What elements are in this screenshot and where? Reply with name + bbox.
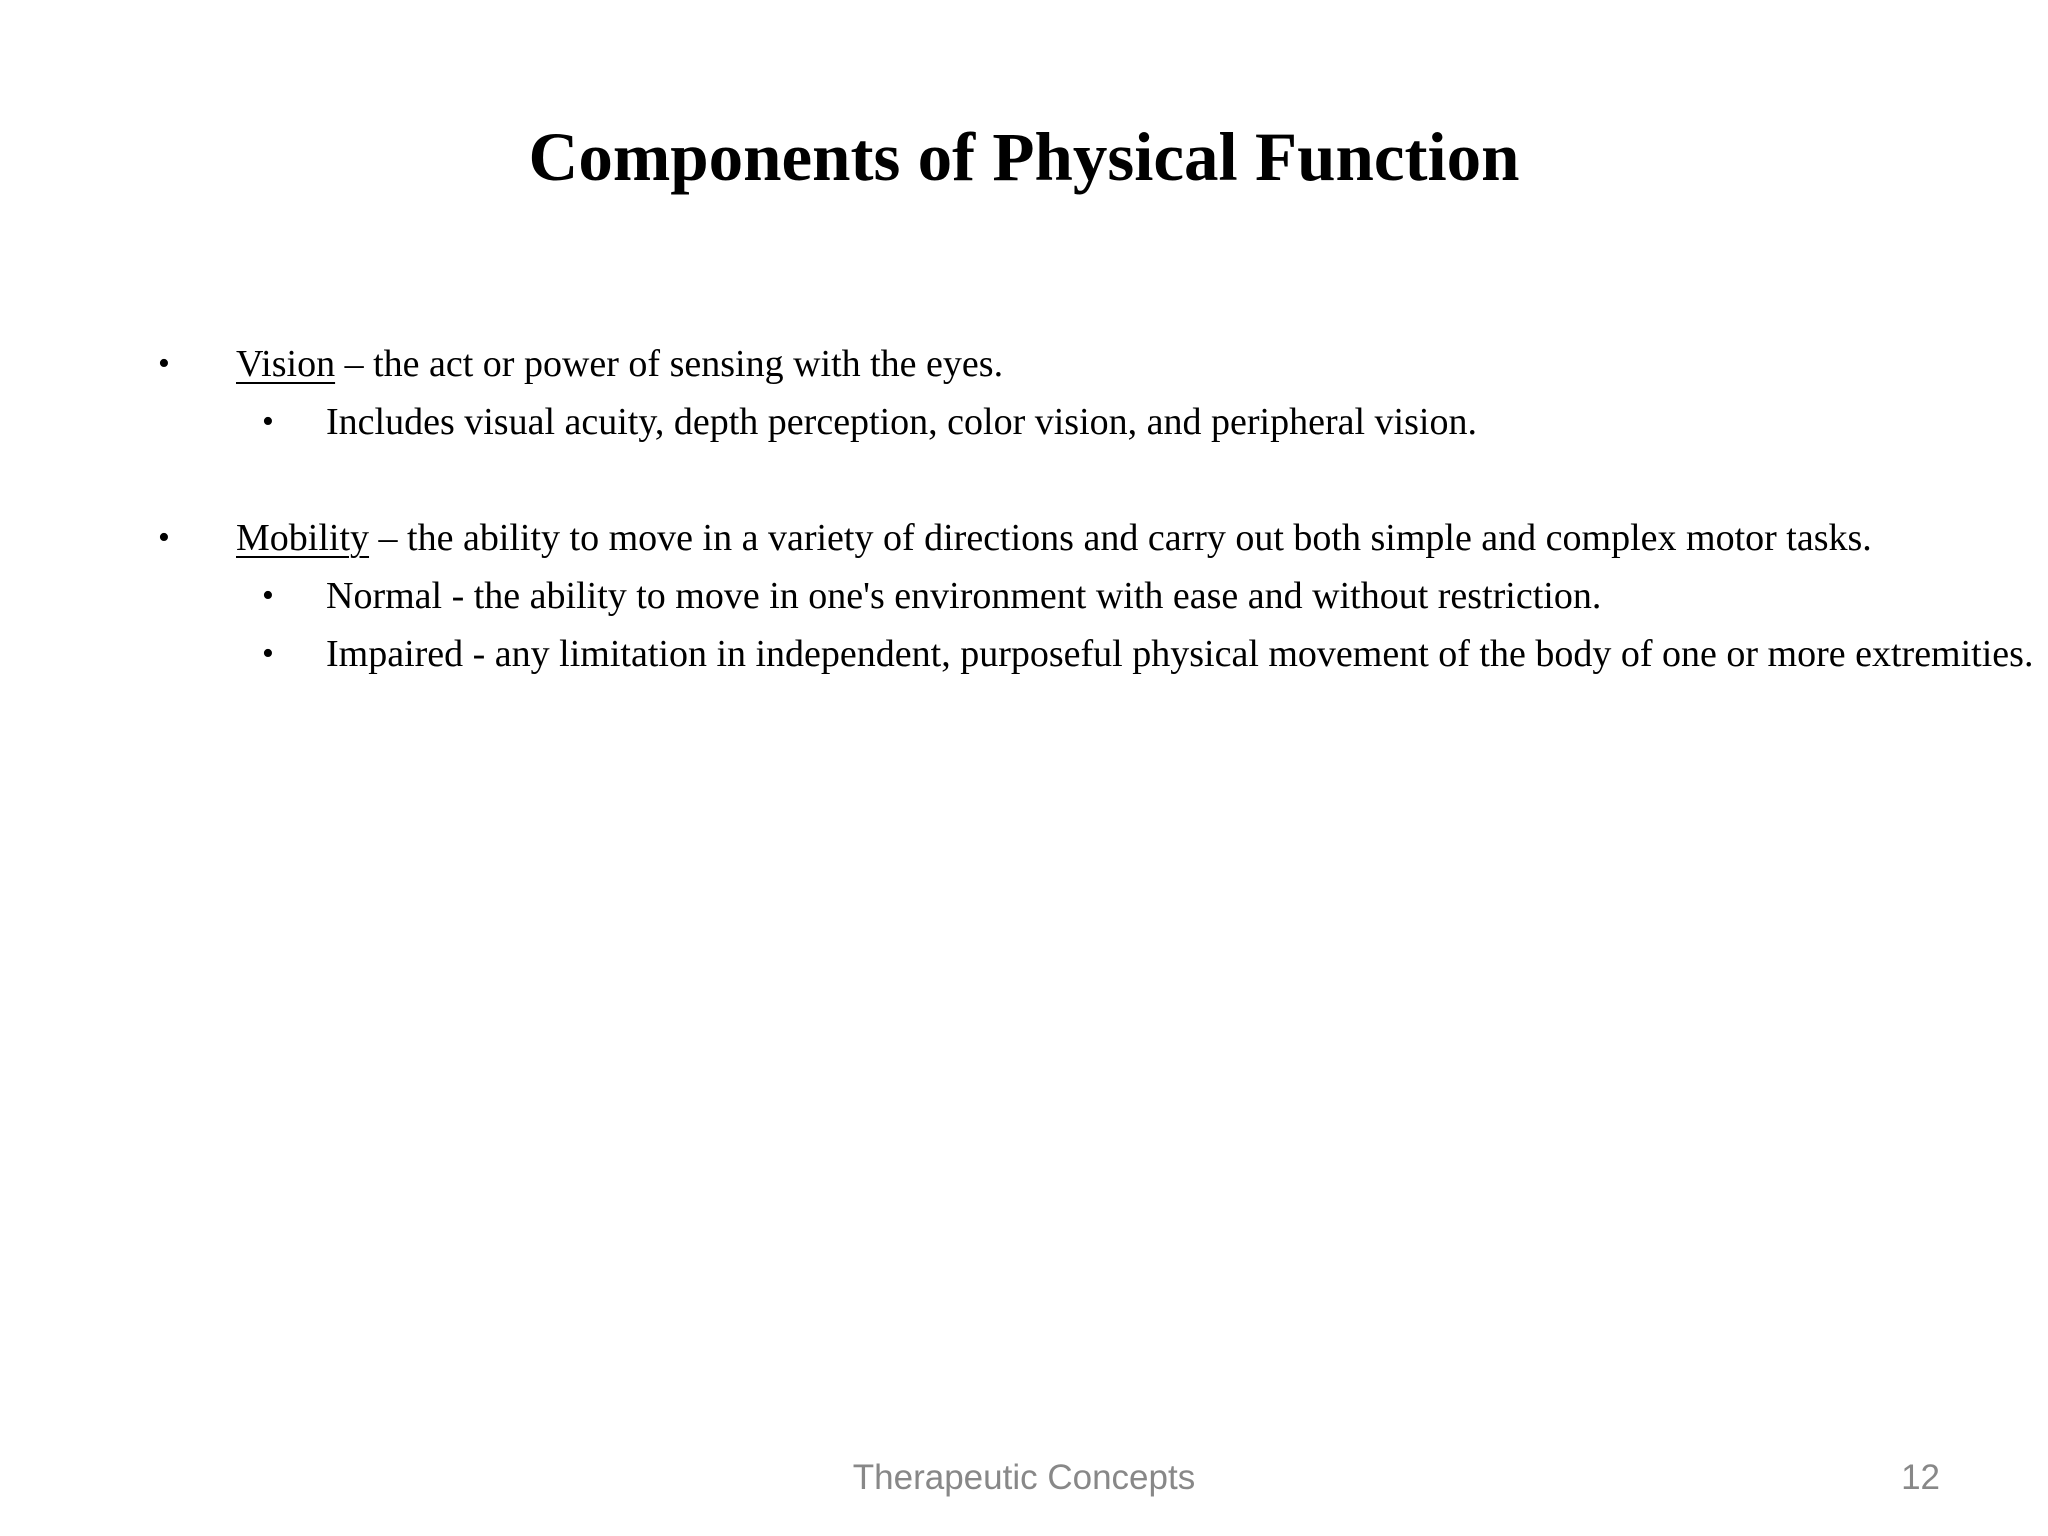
sub-item-mobility-2: Impaired - any limitation in independent, purposeful physical movement of the body of one or more extremities. — [326, 633, 2034, 675]
sub-item-mobility-1: Normal - the ability to move in one's environment with ease and without restriction. — [326, 575, 1602, 617]
term-mobility: Mobility — [236, 517, 370, 559]
sub-bullet-icon: • — [262, 403, 274, 440]
footer-title: Therapeutic Concepts — [852, 1458, 1196, 1497]
slide-title: Components of Physical Function — [528, 119, 1520, 195]
sub-bullet-icon: • — [262, 635, 274, 672]
bullet-icon: • — [158, 345, 170, 382]
definition-mobility: – the ability to move in a variety of directions and carry out both simple and complex motor tasks. — [369, 517, 1872, 559]
bullet-item-vision — [236, 340, 1003, 388]
term-vision: Vision — [236, 343, 336, 385]
page-number: 12 — [1901, 1458, 1940, 1497]
sub-item-vision-1: Includes visual acuity, depth perception, color vision, and peripheral vision. — [326, 401, 1477, 443]
bullet-item-mobility — [236, 514, 1872, 562]
definition-vision: – the act or power of sensing with the eyes. — [335, 343, 1004, 385]
sub-bullet-icon: • — [262, 577, 274, 614]
bullet-icon: • — [158, 519, 170, 556]
